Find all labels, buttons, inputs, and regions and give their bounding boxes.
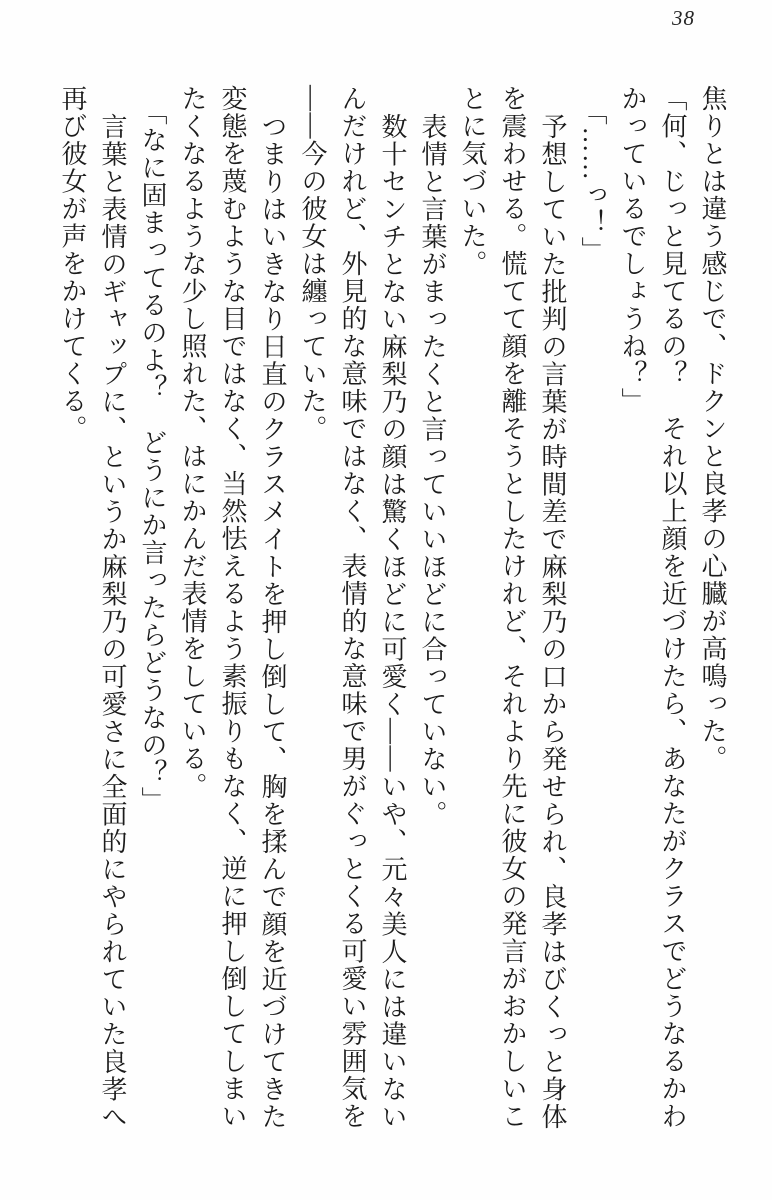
text-line: つまりはいきなり日直のクラスメイトを押し倒して、胸を揉んで顔を近づけてきた	[258, 113, 287, 1131]
text-line: 焦りとは違う感じで、ドクンと良孝の心臓が高鳴った。	[698, 85, 727, 773]
text-line: 表情と言葉がまったくと言っていいほどに合っていない。	[418, 113, 447, 828]
text-line: 「……っ！」	[578, 99, 607, 264]
text-line: 「なに固まってるのよ？ どうにか言ったらどうなの？」	[138, 99, 167, 814]
text-line: 再び彼女が声をかけてくる。	[58, 85, 87, 443]
text-line: ——今の彼女は纏っていた。	[298, 85, 327, 443]
text-line: 言葉と表情のギャップに、というか麻梨乃の可愛さに全面的にやられていた良孝へ	[98, 113, 127, 1131]
vertical-text-block	[52, 85, 732, 1133]
text-line: たくなるような少し照れた、はにかんだ表情をしている。	[178, 85, 207, 800]
text-line: 数十センチとない麻梨乃の顔は驚くほどに可愛く——いや、元々美人には違いない	[378, 113, 407, 1131]
text-line: とに気づいた。	[458, 85, 487, 278]
page-number: 38	[672, 6, 695, 30]
text-line: 変態を蔑むような目ではなく、当然怯えるよう素振りもなく、逆に押し倒してしまい	[218, 85, 247, 1130]
text-line: 予想していた批判の言葉が時間差で麻梨乃の口から発せられ、良孝はびくっと身体	[538, 113, 567, 1131]
text-line: んだけれど、外見的な意味ではなく、表情的な意味で男がぐっとくる可愛い雰囲気を	[338, 85, 367, 1130]
text-line: かっているでしょうね？」	[618, 85, 647, 415]
text-line: 「何、じっと見てるの？ それ以上顔を近づけたら、あなたがクラスでどうなるかわ	[658, 85, 687, 1130]
text-line: を震わせる。慌てて顔を離そうとしたけれど、それより先に彼女の発言がおかしいこ	[498, 85, 527, 1130]
